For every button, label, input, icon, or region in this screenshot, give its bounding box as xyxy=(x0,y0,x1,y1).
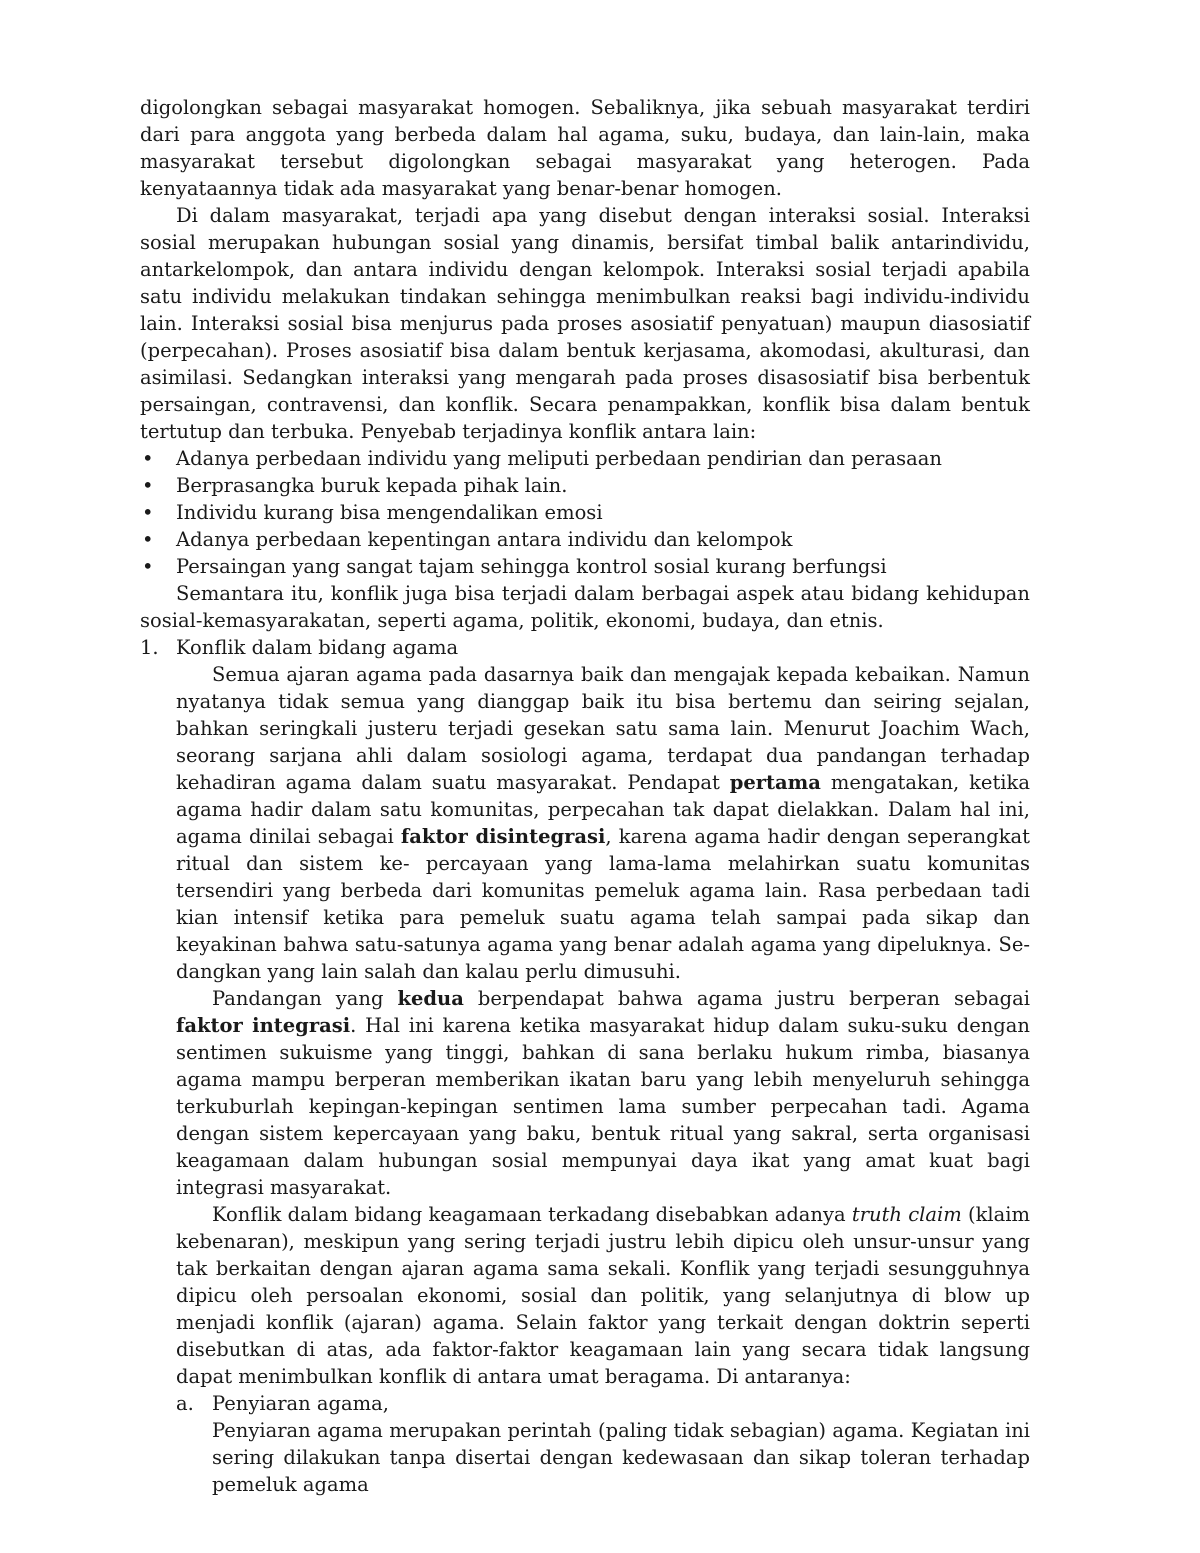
text-run: berpendapat bahwa agama justru berperan sebagai xyxy=(463,987,1030,1010)
list-item: • Adanya perbedaan kepentingan antara individu dan kelompok xyxy=(140,526,1030,553)
paragraph-penyiaran: Penyiaran agama merupakan perintah (paling tidak sebagian) agama. Kegiatan ini sering dilakukan tanpa disertai dengan kedewasaan dan sikap toleran terhadap pemeluk agama xyxy=(212,1419,1030,1496)
text-run: mengatakan, ketika agama hadir dalam satu komunitas, perpecahan tak dapat dielakkan. Dalam hal ini, agama dinilai sebagai xyxy=(176,771,1030,848)
text-run: Pandangan yang xyxy=(212,987,398,1010)
item-number: 1. xyxy=(140,636,159,659)
text-run: Semua ajaran agama pada dasarnya baik dan mengajak kepada kebaikan. Namun nyatanya tidak semua yang dianggap baik itu bisa bertemu dan seiring sejalan, bahkan seringkali justeru terjadi gesekan satu sama lain. Menurut Joachim Wach, seorang sarjana ahli dalam sosiologi agama, terdapat dua pandangan terhadap kehadiran agama dalam suatu masyarakat. Pendapat xyxy=(176,663,1030,794)
bold-term-kedua: kedua xyxy=(397,987,464,1010)
paragraph-aspek-konflik: Semantara itu, konflik juga bisa terjadi dalam berbagai aspek atau bidang kehidupan sosial-kemasyarakatan, seperti agama, politik, ekonomi, budaya, dan etnis. xyxy=(140,582,1030,632)
item-title: Konflik dalam bidang agama xyxy=(176,636,459,659)
bold-term-faktor-integrasi: faktor integrasi xyxy=(176,1014,351,1037)
numbered-item-agama xyxy=(140,634,1030,661)
section-penyiaran-agama xyxy=(140,1417,1030,1498)
list-item: • Berprasangka buruk kepada pihak lain. xyxy=(140,472,1030,499)
list-item: • Persaingan yang sangat tajam sehingga kontrol sosial kurang berfungsi xyxy=(140,553,1030,580)
paragraph-homogen: digolongkan sebagai masyarakat homogen. Sebaliknya, jika sebuah masyarakat terdiri dari para anggota yang berbeda dalam hal agama, suku, budaya, dan lain-lain, maka masyarakat tersebut digolongkan sebagai masyarakat yang heterogen. Pada kenyataannya tidak ada masyarakat yang benar-benar homogen. xyxy=(140,96,1030,200)
item-title: Penyiaran agama, xyxy=(212,1392,389,1415)
italic-term-truth-claim: truth claim xyxy=(851,1203,962,1226)
bold-term-pertama: pertama xyxy=(729,771,821,794)
paragraph-pandangan-pertama xyxy=(176,661,1030,985)
text-run: (klaim kebenaran), meskipun yang sering terjadi justru lebih dipicu oleh unsur-unsur yang tak berkaitan dengan ajaran agama sama sekali. Konflik yang terjadi sesungguhnya dipicu oleh persoalan ekonomi, sosial dan politik, yang selanjutnya di blow up menjadi konflik (ajaran) agama. Selain faktor yang terkait dengan doktrin seperti disebutkan di atas, ada faktor-faktor keagamaan lain yang secara tidak langsung dapat menimbulkan konflik di antara umat beragama. Di antaranya: xyxy=(176,1203,1030,1388)
bullet-list-penyebab-konflik xyxy=(140,445,1030,580)
document-body xyxy=(140,94,1030,1498)
paragraph-truth-claim xyxy=(176,1201,1030,1390)
lettered-item-penyiaran xyxy=(140,1390,1030,1417)
bold-term-faktor-disintegrasi: faktor disintegrasi xyxy=(400,825,606,848)
list-item: • Adanya perbedaan individu yang meliputi perbedaan pendirian dan perasaan xyxy=(140,445,1030,472)
text-run: , karena agama hadir dengan seperangkat ritual dan sistem ke- percayaan yang lama-lama melahirkan suatu komunitas tersendiri yang berbeda dari komunitas pemeluk agama lain. Rasa perbedaan tadi kian intensif ketika para pemeluk suatu agama telah sampai pada sikap dan keyakinan bahwa satu-satunya agama yang benar adalah agama yang dipeluknya. Se-dangkan yang lain salah dan kalau perlu dimusuhi. xyxy=(176,825,1031,983)
item-letter: a. xyxy=(176,1392,194,1415)
list-item: • Individu kurang bisa mengendalikan emosi xyxy=(140,499,1030,526)
section-konflik-agama xyxy=(140,661,1030,1390)
text-run: Konflik dalam bidang keagamaan terkadang disebabkan adanya xyxy=(212,1203,852,1226)
paragraph-pandangan-kedua xyxy=(176,985,1030,1201)
text-run: . Hal ini karena ketika masyarakat hidup dalam suku-suku dengan sentimen sukuisme yang tinggi, bahkan di sana berlaku hukum rimba, biasanya agama mampu berperan memberikan ikatan baru yang lebih menyeluruh sehingga terkuburlah kepingan-kepingan sentimen lama sumber perpecahan tadi. Agama dengan sistem kepercayaan yang baku, bentuk ritual yang sakral, serta organisasi keagamaan dalam hubungan sosial mempunyai daya ikat yang amat kuat bagi integrasi masyarakat. xyxy=(176,1014,1030,1199)
paragraph-interaksi-sosial: Di dalam masyarakat, terjadi apa yang disebut dengan interaksi sosial. Interaksi sosial merupakan hubungan sosial yang dinamis, bersifat timbal balik antarindividu, antarkelompok, dan antara individu dengan kelompok. Interaksi sosial terjadi apabila satu individu melakukan tindakan sehingga menimbulkan reaksi bagi individu-individu lain. Interaksi sosial bisa menjurus pada proses asosiatif penyatuan) maupun diasosiatif (perpecahan). Proses asosiatif bisa dalam bentuk kerjasama, akomodasi, akulturasi, dan asimilasi. Sedangkan interaksi yang mengarah pada proses disasosiatif bisa berbentuk persaingan, contravensi, dan konflik. Secara penampakkan, konflik bisa dalam bentuk tertutup dan terbuka. Penyebab terjadinya konflik antara lain: xyxy=(140,204,1030,443)
